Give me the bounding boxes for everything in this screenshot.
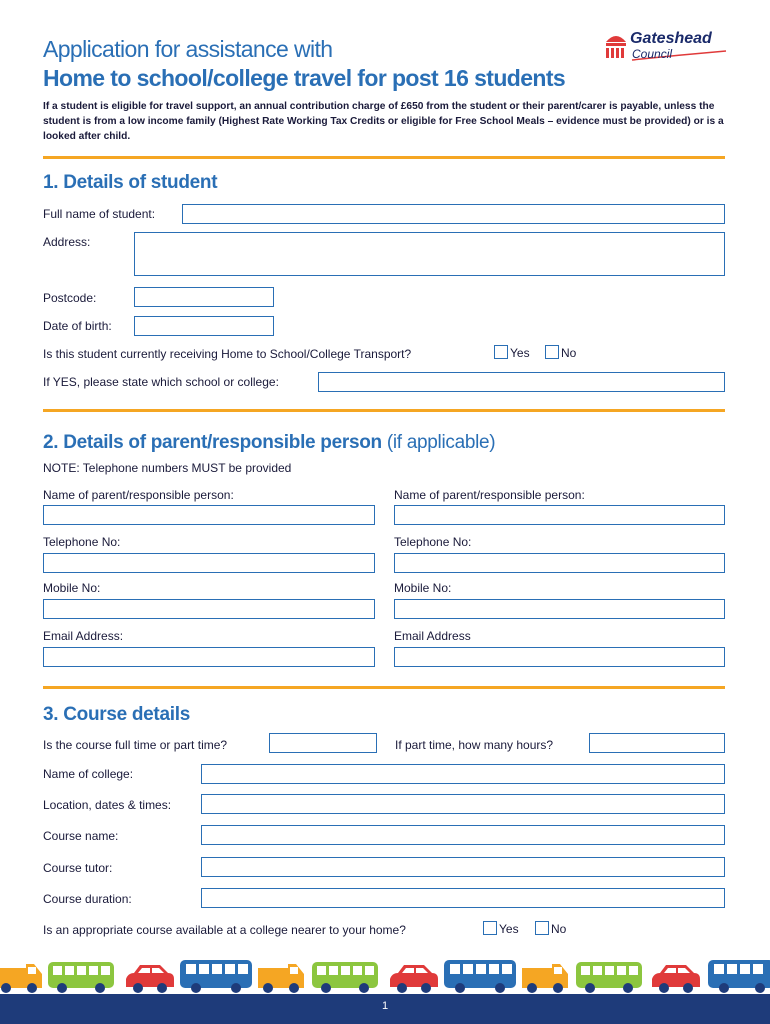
- orange-van-icon: [0, 964, 42, 993]
- location-dates-field[interactable]: [201, 794, 725, 814]
- red-car-icon: [126, 965, 174, 993]
- transport-yes-option[interactable]: [494, 345, 530, 360]
- full-part-time-label: Is the course full time or part time?: [43, 738, 228, 752]
- nearer-no-checkbox[interactable]: [535, 921, 549, 935]
- transport-yes-label: Yes: [510, 346, 530, 360]
- full-part-time-field[interactable]: [269, 733, 377, 753]
- course-duration-label: Course duration:: [43, 892, 132, 906]
- parent2-email-label: Email Address: [394, 629, 471, 643]
- college-name-label: Name of college:: [43, 767, 134, 781]
- parent1-name-label: Name of parent/responsible person:: [43, 488, 234, 502]
- red-car-icon: [652, 965, 700, 993]
- vehicles-illustration: [0, 954, 770, 994]
- page-number: 1: [381, 1000, 389, 1012]
- course-name-field[interactable]: [201, 825, 725, 845]
- course-name-label: Course name:: [43, 829, 119, 843]
- parent1-email-label: Email Address:: [43, 629, 124, 643]
- nearer-yes-option[interactable]: [483, 921, 519, 936]
- logo-wordmark: Gateshead: [630, 30, 712, 47]
- section-divider: [43, 686, 725, 689]
- parent2-name-field[interactable]: [394, 505, 725, 525]
- location-dates-label: Location, dates & times:: [43, 798, 172, 812]
- logo-council-text: Council: [632, 47, 673, 61]
- parent1-telephone-label: Telephone No:: [43, 535, 121, 549]
- parent1-email-field[interactable]: [43, 647, 375, 667]
- nearer-yes-checkbox[interactable]: [483, 921, 497, 935]
- postcode-label: Postcode:: [43, 291, 97, 305]
- green-bus-icon: [312, 962, 378, 993]
- transport-yes-checkbox[interactable]: [494, 345, 508, 359]
- phone-note: NOTE: Telephone numbers MUST be provided: [43, 461, 292, 475]
- part-time-hours-label: If part time, how many hours?: [395, 738, 554, 752]
- transport-no-checkbox[interactable]: [545, 345, 559, 359]
- section2-title-main: 2. Details of parent/responsible person: [43, 432, 382, 453]
- section1-title: 1. Details of student: [43, 172, 218, 193]
- parent1-mobile-label: Mobile No:: [43, 581, 101, 595]
- parent2-email-field[interactable]: [394, 647, 725, 667]
- section-divider: [43, 156, 725, 159]
- course-tutor-label: Course tutor:: [43, 861, 113, 875]
- parent2-mobile-label: Mobile No:: [394, 581, 452, 595]
- if-yes-label: If YES, please state which school or college:: [43, 375, 279, 389]
- transport-no-label: No: [561, 346, 577, 360]
- part-time-hours-field[interactable]: [589, 733, 725, 753]
- course-tutor-field[interactable]: [201, 857, 725, 877]
- parent2-name-label: Name of parent/responsible person:: [394, 488, 585, 502]
- transport-no-option[interactable]: [545, 345, 576, 360]
- nearer-college-question: Is an appropriate course available at a college nearer to your home?: [43, 923, 406, 937]
- section2-title: [43, 432, 495, 454]
- dob-label: Date of birth:: [43, 319, 112, 333]
- red-car-icon: [390, 965, 438, 993]
- parent1-mobile-field[interactable]: [43, 599, 375, 619]
- address-field[interactable]: [134, 232, 725, 276]
- nearer-no-option[interactable]: [535, 921, 566, 936]
- form-title-line1: Application for assistance with: [43, 36, 333, 62]
- full-name-label: Full name of student:: [43, 207, 156, 221]
- parent2-telephone-label: Telephone No:: [394, 535, 472, 549]
- section2-title-suffix: (if applicable): [386, 432, 496, 453]
- blue-bus-icon: [180, 960, 252, 993]
- nearer-yes-label: Yes: [499, 922, 519, 936]
- if-yes-school-field[interactable]: [318, 372, 725, 392]
- postcode-field[interactable]: [134, 287, 274, 307]
- parent1-name-field[interactable]: [43, 505, 375, 525]
- section3-title: 3. Course details: [43, 704, 190, 725]
- blue-bus-icon: [444, 960, 516, 993]
- section-divider: [43, 409, 725, 412]
- nearer-no-label: No: [551, 922, 567, 936]
- blue-bus-icon: [708, 960, 770, 993]
- dob-field[interactable]: [134, 316, 274, 336]
- transport-question: Is this student currently receiving Home to School/College Transport?: [43, 347, 412, 361]
- parent2-telephone-field[interactable]: [394, 553, 725, 573]
- green-bus-icon: [48, 962, 114, 993]
- college-name-field[interactable]: [201, 764, 725, 784]
- intro-paragraph: If a student is eligible for travel support, an annual contribution charge of £650 from the student or their parent/carer is payable, unless the student is from a low income family (Highest Rate Working Tax Credits or eligible for Free School Meals – evidence must be provided) or is a looked after child.: [43, 101, 724, 142]
- full-name-field[interactable]: [182, 204, 725, 224]
- address-label: Address:: [43, 235, 91, 249]
- parent2-mobile-field[interactable]: [394, 599, 725, 619]
- course-duration-field[interactable]: [201, 888, 725, 908]
- parent1-telephone-field[interactable]: [43, 553, 375, 573]
- orange-van-icon: [522, 964, 568, 993]
- orange-van-icon: [258, 964, 304, 993]
- form-title-line2: Home to school/college travel for post 16 students: [43, 65, 566, 91]
- green-bus-icon: [576, 962, 642, 993]
